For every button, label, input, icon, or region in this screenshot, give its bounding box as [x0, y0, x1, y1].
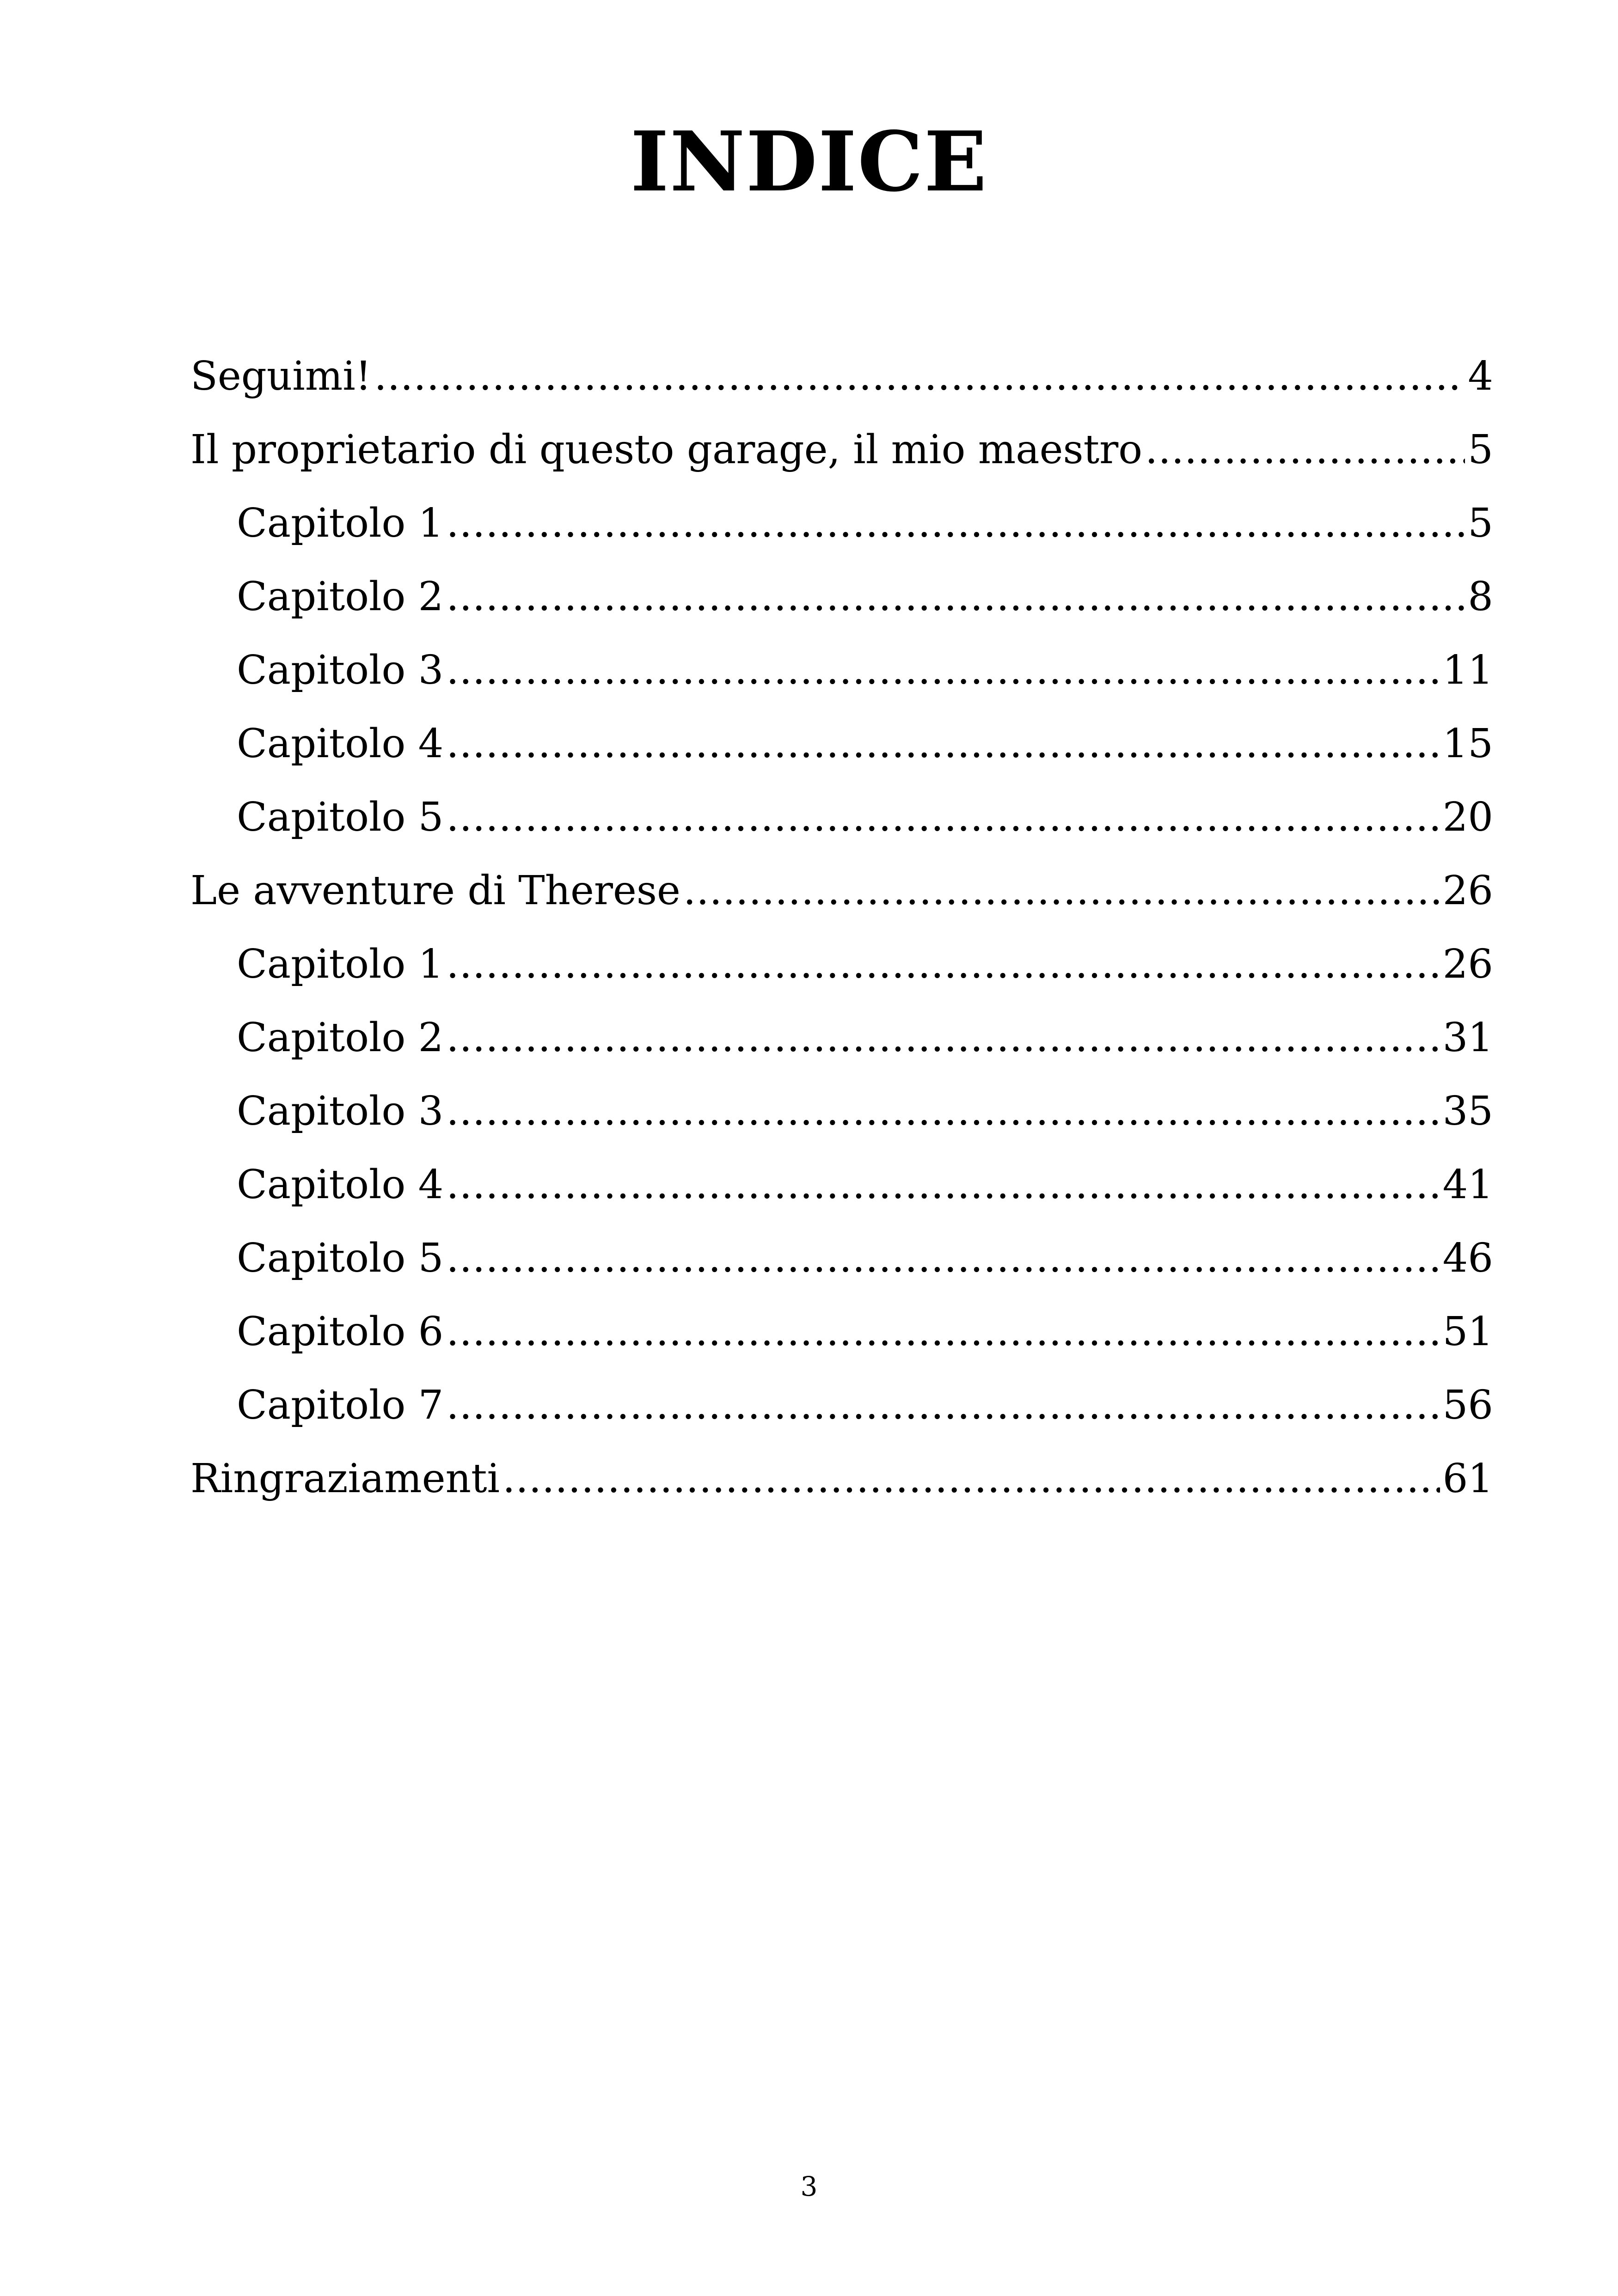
- toc-entry-il-proprietario[interactable]: [190, 413, 1493, 487]
- table-of-contents: [190, 340, 1493, 1516]
- toc-entry-page: 15: [1442, 721, 1493, 767]
- toc-entry-label: Capitolo 1: [237, 500, 444, 546]
- toc-entry-label: Capitolo 3: [237, 1088, 444, 1134]
- toc-entry-capitolo-4[interactable]: [190, 1148, 1493, 1222]
- toc-entry-page: 20: [1442, 794, 1493, 840]
- toc-entry-le-avventure-di-therese[interactable]: [190, 854, 1493, 928]
- toc-dot-leader: [446, 487, 1465, 560]
- toc-entry-capitolo-2[interactable]: [190, 1001, 1493, 1075]
- toc-entry-page: 5: [1468, 500, 1493, 546]
- toc-entry-label: Capitolo 3: [237, 647, 444, 693]
- toc-entry-page: 41: [1442, 1162, 1493, 1208]
- toc-entry-label: Capitolo 5: [237, 1235, 444, 1281]
- toc-dot-leader: [683, 854, 1440, 928]
- toc-entry-page: 11: [1442, 647, 1493, 693]
- toc-entry-capitolo-5[interactable]: [190, 781, 1493, 854]
- toc-entry-label: Capitolo 6: [237, 1309, 444, 1355]
- toc-entry-capitolo-1[interactable]: [190, 928, 1493, 1001]
- toc-entry-page: 31: [1442, 1015, 1493, 1061]
- toc-entry-label: Capitolo 2: [237, 574, 444, 620]
- toc-entry-ringraziamenti[interactable]: [190, 1442, 1493, 1516]
- toc-entry-label: Capitolo 1: [237, 941, 444, 987]
- toc-entry-label: Capitolo 5: [237, 794, 444, 840]
- toc-entry-capitolo-5[interactable]: [190, 1222, 1493, 1295]
- toc-entry-label: Capitolo 4: [237, 721, 444, 767]
- toc-dot-leader: [446, 928, 1440, 1001]
- toc-entry-capitolo-3[interactable]: [190, 634, 1493, 707]
- toc-dot-leader: [503, 1442, 1440, 1516]
- toc-entry-page: 61: [1442, 1456, 1493, 1502]
- toc-entry-page: 46: [1442, 1235, 1493, 1281]
- toc-entry-capitolo-6[interactable]: [190, 1295, 1493, 1369]
- toc-entry-label: Capitolo 2: [237, 1015, 444, 1061]
- toc-entry-label: Il proprietario di questo garage, il mio maestro: [190, 427, 1143, 473]
- toc-entry-page: 4: [1468, 353, 1493, 399]
- toc-dot-leader: [446, 560, 1465, 634]
- toc-entry-capitolo-7[interactable]: [190, 1369, 1493, 1442]
- toc-entry-label: Capitolo 4: [237, 1162, 444, 1208]
- toc-entry-page: 5: [1468, 427, 1493, 473]
- toc-dot-leader: [446, 781, 1440, 854]
- toc-entry-page: 8: [1468, 574, 1493, 620]
- toc-entry-page: 26: [1442, 941, 1493, 987]
- toc-dot-leader: [446, 1369, 1440, 1442]
- toc-entry-page: 51: [1442, 1309, 1493, 1355]
- toc-entry-page: 26: [1442, 868, 1493, 914]
- toc-entry-label: Ringraziamenti: [190, 1456, 500, 1502]
- toc-dot-leader: [374, 340, 1465, 413]
- page-title: INDICE: [630, 113, 988, 210]
- toc-dot-leader: [446, 1075, 1440, 1148]
- toc-dot-leader: [446, 634, 1440, 707]
- toc-entry-label: Le avventure di Therese: [190, 868, 680, 914]
- toc-entry-capitolo-4[interactable]: [190, 707, 1493, 781]
- toc-dot-leader: [446, 1222, 1440, 1295]
- toc-entry-page: 56: [1442, 1382, 1493, 1428]
- toc-dot-leader: [446, 707, 1440, 781]
- toc-dot-leader: [446, 1001, 1440, 1075]
- toc-entry-capitolo-1[interactable]: [190, 487, 1493, 560]
- toc-entry-label: Seguimi!: [190, 353, 372, 399]
- toc-dot-leader: [446, 1295, 1440, 1369]
- toc-entry-seguimi[interactable]: [190, 340, 1493, 413]
- toc-entry-label: Capitolo 7: [237, 1382, 444, 1428]
- page-number: 3: [800, 2171, 818, 2202]
- toc-entry-capitolo-2[interactable]: [190, 560, 1493, 634]
- toc-dot-leader: [446, 1148, 1440, 1222]
- toc-dot-leader: [1145, 413, 1465, 487]
- toc-entry-page: 35: [1442, 1088, 1493, 1134]
- toc-entry-capitolo-3[interactable]: [190, 1075, 1493, 1148]
